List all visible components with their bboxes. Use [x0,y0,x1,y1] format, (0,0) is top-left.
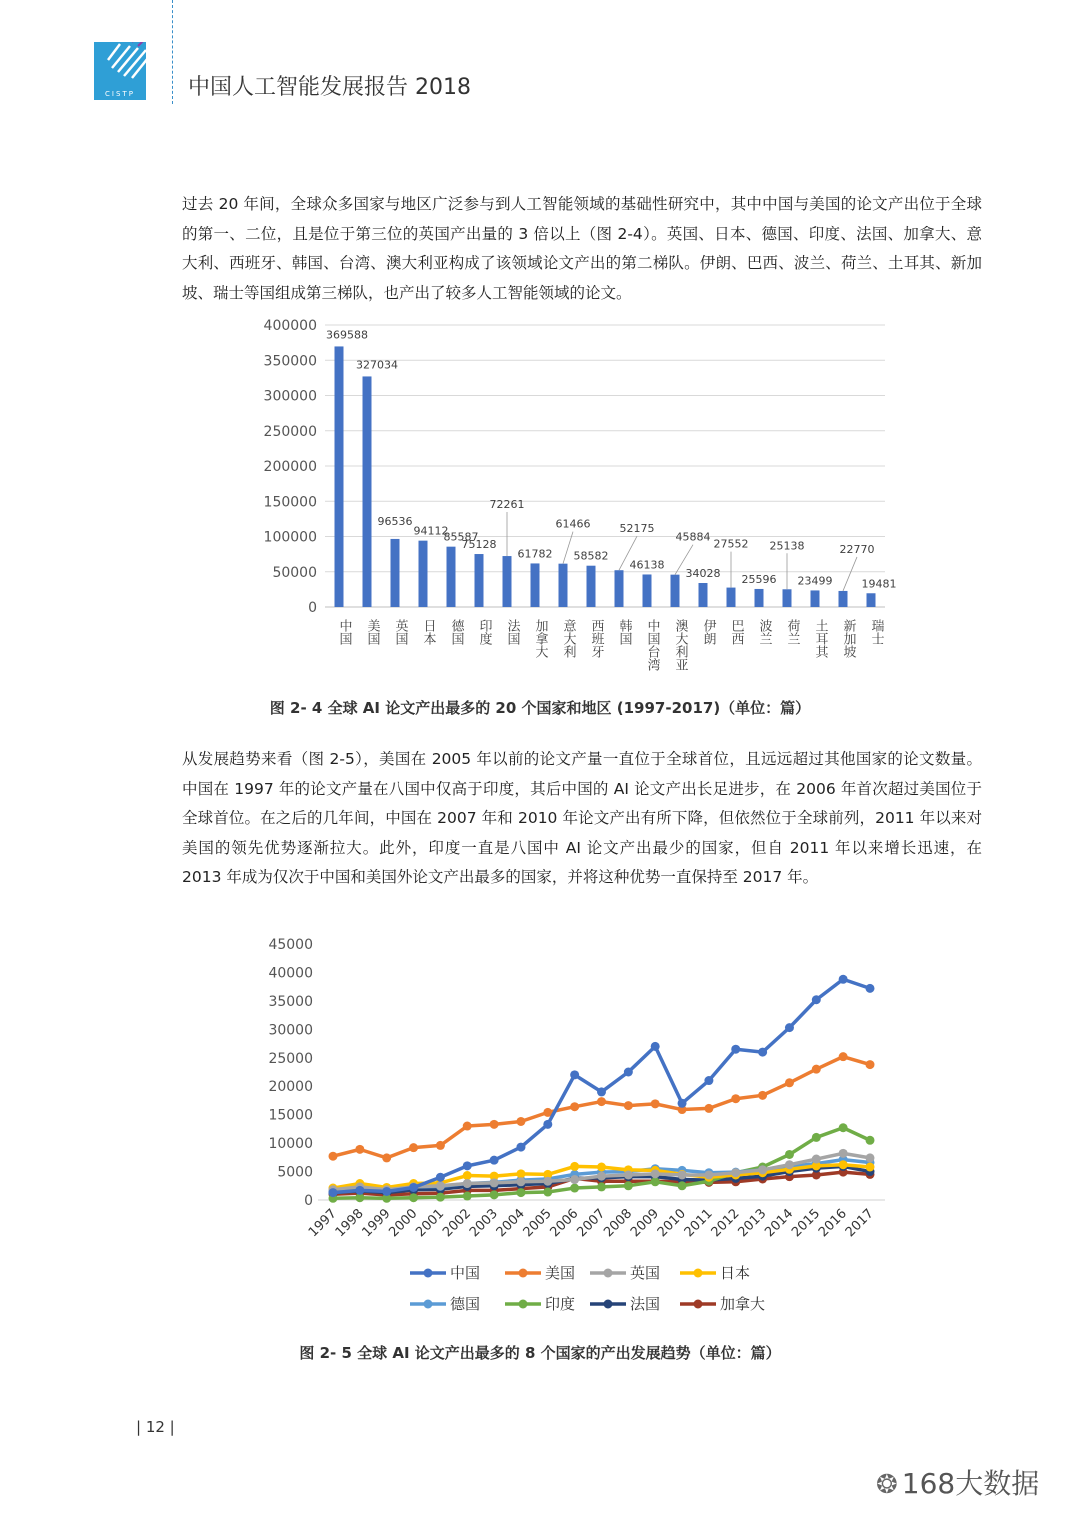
data-point [597,1097,606,1106]
data-label: 75128 [461,538,497,552]
data-point [812,1133,821,1142]
x-tick-label: 中国 [336,619,352,645]
data-point [490,1190,499,1199]
data-point [758,1091,767,1100]
legend-label: 中国 [450,1264,481,1282]
legend-marker [694,1300,703,1309]
data-point [785,1078,794,1087]
data-point [866,1060,875,1069]
data-point [678,1181,687,1190]
label-leader-line [843,557,857,591]
data-point [490,1120,499,1129]
x-tick-label: 瑞士 [868,619,884,645]
data-point [597,1163,606,1172]
x-tick-label: 澳大利亚 [672,619,688,671]
x-tick-label: 2010 [654,1206,689,1241]
y-tick-label: 45000 [268,937,313,953]
bar [699,583,708,607]
data-point [651,1169,660,1178]
data-point [866,1153,875,1162]
x-tick-label: 中国台湾 [644,619,660,671]
x-tick-label: 2011 [681,1206,716,1241]
data-point [624,1181,633,1190]
legend-label: 英国 [630,1264,661,1282]
bar [783,589,792,607]
data-point [355,1145,364,1154]
logo-text: CISTP [105,90,135,98]
x-tick-label: 2004 [493,1206,528,1241]
data-point [597,1087,606,1096]
data-point [570,1162,579,1171]
data-point [409,1183,418,1192]
bar [671,575,680,607]
data-point [839,1149,848,1158]
series-line [333,1057,870,1158]
y-tick-label: 150000 [263,494,317,511]
legend-marker [424,1300,433,1309]
data-point [839,1123,848,1132]
data-point [436,1193,445,1202]
y-tick-label: 35000 [268,993,313,1010]
data-point [597,1172,606,1181]
x-tick-label: 韩国 [616,619,632,645]
x-tick-label: 2014 [762,1206,797,1241]
bar [419,541,428,607]
data-point [516,1169,525,1178]
legend-marker [519,1269,528,1278]
legend-label: 德国 [450,1295,481,1313]
y-tick-label: 200000 [263,459,317,475]
data-label: 61466 [555,517,591,531]
data-label: 23499 [797,574,833,588]
data-point [651,1042,660,1051]
data-label: 369588 [326,328,368,342]
bar [559,564,568,607]
bar [363,376,372,607]
data-point [463,1179,472,1188]
legend-marker [424,1269,433,1278]
x-tick-label: 2008 [601,1206,636,1241]
data-point [866,1163,875,1172]
data-label: 94112 [413,524,449,538]
x-tick-label: 2013 [735,1206,770,1241]
data-point [866,984,875,993]
bar [755,589,764,607]
x-tick-label: 1997 [305,1206,340,1241]
figure-caption-2: 图 2- 5 全球 AI 论文产出最多的 8 个国家的产出发展趋势（单位：篇） [299,1344,781,1362]
bar [503,556,512,607]
y-tick-label: 10000 [268,1136,313,1153]
x-tick-label: 印度 [476,619,492,645]
data-label: 45884 [675,530,711,544]
x-tick-label: 西班牙 [588,619,604,658]
data-point [463,1171,472,1180]
watermark [876,1462,1039,1502]
watermark-text: 168大数据 [901,1467,1040,1500]
data-point [543,1120,552,1129]
bar [839,591,848,607]
data-point [355,1186,364,1195]
data-point [624,1170,633,1179]
x-tick-label: 2009 [628,1206,663,1241]
data-point [731,1045,740,1054]
header-divider [172,0,173,104]
data-point [329,1152,338,1161]
data-point [516,1143,525,1152]
data-point [758,1048,767,1057]
data-point [409,1193,418,1202]
x-tick-label: 法国 [504,619,520,645]
y-tick-label: 25000 [268,1050,313,1067]
y-tick-label: 20000 [268,1079,313,1096]
data-point [382,1153,391,1162]
data-point [731,1168,740,1177]
x-tick-label: 日本 [420,619,436,645]
x-tick-label: 2016 [815,1206,850,1241]
data-label: 25138 [769,539,805,553]
data-point [624,1101,633,1110]
x-tick-label: 巴西 [728,619,744,645]
bar [587,566,596,607]
x-tick-label: 加拿大 [532,619,548,658]
data-point [516,1188,525,1197]
data-point [758,1165,767,1174]
y-tick-label: 100000 [263,529,317,546]
x-tick-label: 2000 [386,1206,421,1241]
data-point [839,975,848,984]
y-tick-label: 400000 [263,318,317,334]
x-tick-label: 伊朗 [700,619,716,645]
data-point [651,1177,660,1186]
data-point [463,1122,472,1131]
x-tick-label: 2017 [842,1206,877,1241]
data-label: 52175 [619,522,655,536]
page-number: | 12 | [136,1418,175,1436]
x-tick-label: 新加坡 [840,619,856,658]
data-label: 46138 [629,558,665,572]
data-label: 327034 [356,358,398,372]
y-tick-label: 350000 [263,353,317,370]
data-point [839,1052,848,1061]
data-label: 72261 [489,498,525,512]
x-tick-label: 2015 [789,1206,824,1241]
bar [727,588,736,607]
bar [615,570,624,607]
x-tick-label: 2007 [574,1206,609,1241]
data-point [704,1170,713,1179]
legend-marker [519,1300,528,1309]
data-point [678,1170,687,1179]
legend-label: 法国 [630,1295,661,1313]
data-point [543,1188,552,1197]
data-point [436,1141,445,1150]
line-chart [0,930,1080,1330]
data-point [678,1099,687,1108]
data-point [785,1160,794,1169]
data-point [624,1068,633,1077]
x-tick-label: 美国 [364,619,380,645]
bar [811,590,820,607]
y-tick-label: 15000 [268,1107,313,1124]
data-point [570,1070,579,1079]
data-point [436,1173,445,1182]
legend-label: 美国 [545,1264,576,1282]
legend-marker [604,1269,613,1278]
data-point [516,1117,525,1126]
cistp-logo [94,42,146,100]
data-label: 25596 [741,572,777,586]
data-point [490,1178,499,1187]
bar [867,593,876,607]
data-label: 96536 [377,514,413,528]
data-point [785,1023,794,1032]
wechat-icon: ❂ [876,1470,898,1500]
data-label: 58582 [573,549,609,563]
legend-label: 印度 [545,1295,576,1313]
bar [643,574,652,607]
data-point [839,1160,848,1169]
x-tick-label: 德国 [448,619,464,645]
x-tick-label: 荷兰 [784,619,800,645]
x-tick-label: 2001 [413,1206,448,1241]
x-tick-label: 2003 [466,1206,501,1241]
data-point [812,995,821,1004]
data-point [812,1155,821,1164]
data-label: 85587 [443,530,479,544]
x-tick-label: 土耳其 [812,619,828,658]
data-point [329,1188,338,1197]
bar [335,346,344,607]
data-label: 34028 [685,567,721,581]
bar-chart [0,310,1080,690]
x-tick-label: 2012 [708,1206,743,1241]
data-label: 27552 [713,537,749,551]
bar [531,563,540,607]
x-tick-label: 1998 [332,1206,367,1241]
data-point [704,1076,713,1085]
legend-label: 日本 [720,1264,751,1282]
x-tick-label: 2002 [440,1206,475,1241]
data-point [570,1102,579,1111]
data-point [651,1099,660,1108]
paragraph-2: 从发展趋势来看（图 2-5），美国在 2005 年以前的论文产量一直位于全球首位，且远远超过其他国家的论文数量。中国在 1997 年的论文产量在八国中仅高于印度，其后中国的 AI 论文产出长足进步，在 2006 年首次超过美国位于全球首位。在之后的几年间，中国在 2007 年和 2010 年论文产出有所下降，但依然位于全球前列，2011 年以来对美国的领先优势逐渐拉大。此外，印度一直是八国中 AI 论文产出最少的国家，但自 2011 年以来增长迅速，在 2013 年成为仅次于中国和美国外论文产出最多的国家，并将这种优势一直保持至 2017 年。 [182,750,982,886]
data-point [812,1065,821,1074]
bar [391,539,400,607]
data-point [490,1156,499,1165]
x-tick-label: 波兰 [756,619,772,645]
y-tick-label: 300000 [263,388,317,405]
data-point [785,1150,794,1159]
data-point [516,1177,525,1186]
data-point [463,1161,472,1170]
bar [475,554,484,607]
data-label: 22770 [839,542,875,556]
x-tick-label: 意大利 [560,619,576,658]
data-point [597,1182,606,1191]
data-point [436,1181,445,1190]
data-label: 19481 [861,577,897,591]
figure-caption-1: 图 2- 4 全球 AI 论文产出最多的 20 个国家和地区 (1997-2017)（单位：篇） [269,699,811,717]
x-tick-label: 2006 [547,1206,582,1241]
y-tick-label: 5000 [277,1164,313,1181]
data-label: 61782 [517,547,553,561]
y-tick-label: 250000 [263,423,317,440]
data-point [866,1136,875,1145]
legend-marker [604,1300,613,1309]
data-point [570,1175,579,1184]
y-tick-label: 0 [308,600,317,616]
data-point [463,1192,472,1201]
data-point [704,1104,713,1113]
y-tick-label: 30000 [268,1022,313,1039]
bar [447,547,456,607]
x-tick-label: 英国 [392,619,408,645]
legend-marker [694,1269,703,1278]
data-point [409,1143,418,1152]
legend-label: 加拿大 [720,1295,766,1313]
y-tick-label: 50000 [272,564,317,581]
y-tick-label: 40000 [268,965,313,982]
x-tick-label: 2005 [520,1206,555,1241]
data-point [543,1177,552,1186]
x-tick-label: 1999 [359,1206,394,1241]
y-tick-label: 0 [304,1193,313,1209]
paragraph-1: 过去 20 年间，全球众多国家与地区广泛参与到人工智能领域的基础性研究中，其中中国与美国的论文产出位于全球的第一、二位，且是位于第三位的英国产出量的 3 倍以上（图 2-4）。英国、日本、德国、印度、法国、加拿大、意大利、西班牙、韩国、台湾、澳大利亚构成了该领域论文产出的第二梯队。伊朗、巴西、波兰、荷兰、土耳其、新加坡、瑞士等国组成第三梯队，也产出了较多人工智能领域的论文。 [182,195,982,302]
report-title: 中国人工智能发展报告 2018 [188,75,471,100]
data-point [731,1094,740,1103]
data-point [382,1187,391,1196]
data-point [570,1184,579,1193]
